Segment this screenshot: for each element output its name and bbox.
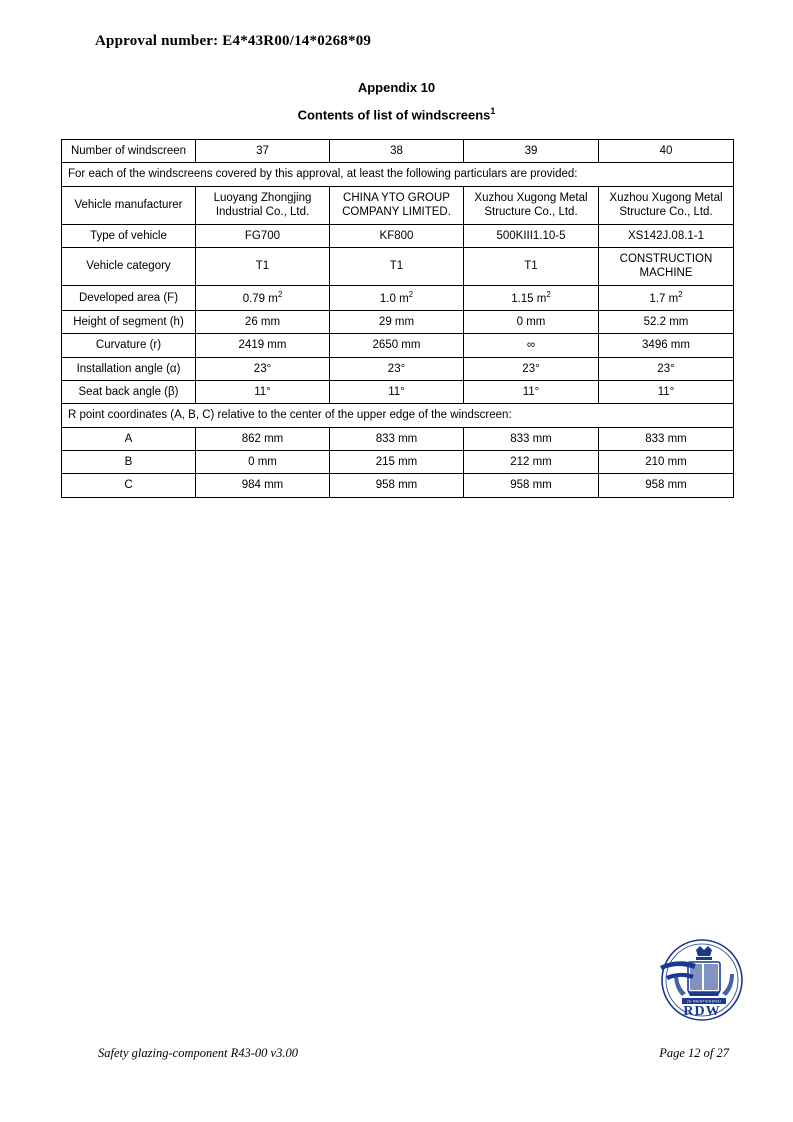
cell-windscreen-number-2: 38 — [330, 140, 464, 163]
cell-rpoint-a-2: 833 mm — [330, 427, 464, 450]
windscreen-table — [61, 139, 734, 498]
cell-height-of-segment-1: 26 mm — [196, 310, 330, 333]
appendix-title: Appendix 10 — [357, 80, 436, 95]
cell-windscreen-number-3: 39 — [464, 140, 599, 163]
cell-curvature-2: 2650 mm — [330, 334, 464, 357]
cell-rpoint-a-1: 862 mm — [196, 427, 330, 450]
row-label-rpoint-a: A — [62, 427, 196, 450]
row-label-developed-area: Developed area (F) — [62, 285, 196, 310]
contents-title-text: Contents of list of windscreens — [297, 107, 491, 123]
contents-title — [0, 106, 793, 122]
cell-developed-area-1 — [196, 285, 330, 310]
table-row-windscreen-numbers — [62, 140, 734, 163]
cell-type-of-vehicle-3: 500KIII1.10-5 — [464, 224, 599, 247]
row-label-rpoint-c: C — [62, 474, 196, 497]
table-row-vehicle-category — [62, 247, 734, 285]
cell-note-particulars: For each of the windscreens covered by this approval, at least the following particulars are provided: — [62, 163, 734, 186]
row-label-type-of-vehicle: Type of vehicle — [62, 224, 196, 247]
row-label-vehicle-category: Vehicle category — [62, 247, 196, 285]
table-row-seat-back-angle — [62, 380, 734, 403]
cell-vehicle-category-4: CONSTRUCTION MACHINE — [599, 247, 734, 285]
cell-windscreen-number-1: 37 — [196, 140, 330, 163]
table-row-rpoint-c — [62, 474, 734, 497]
cell-installation-angle-4: 23° — [599, 357, 734, 380]
row-label-rpoint-b: B — [62, 451, 196, 474]
developed-area-unit-sup-1: 2 — [277, 289, 283, 299]
contents-footnote-marker: 1 — [490, 106, 496, 116]
cell-curvature-3: ∞ — [464, 334, 599, 357]
cell-rpoint-b-4: 210 mm — [599, 451, 734, 474]
developed-area-value-3: 1.15 m — [511, 292, 547, 305]
cell-vehicle-manufacturer-4: Xuzhou Xugong Metal Structure Co., Ltd. — [599, 186, 734, 224]
table-row-note-rpoint — [62, 404, 734, 427]
cell-installation-angle-1: 23° — [196, 357, 330, 380]
cell-installation-angle-3: 23° — [464, 357, 599, 380]
table-row-developed-area — [62, 285, 734, 310]
logo-motto-text: JE MAINTIENDRAI — [686, 999, 722, 1004]
row-label-seat-back-angle: Seat back angle (β) — [62, 380, 196, 403]
row-label-number-of-windscreen: Number of windscreen — [62, 140, 196, 163]
cell-seat-back-angle-4: 11° — [599, 380, 734, 403]
cell-curvature-4: 3496 mm — [599, 334, 734, 357]
table-row-curvature — [62, 334, 734, 357]
cell-rpoint-b-3: 212 mm — [464, 451, 599, 474]
row-label-curvature: Curvature (r) — [62, 334, 196, 357]
logo-wordmark: RDW — [683, 1004, 721, 1019]
developed-area-value-2: 1.0 m — [379, 292, 409, 305]
table-row-rpoint-a — [62, 427, 734, 450]
cell-developed-area-4 — [599, 285, 734, 310]
cell-rpoint-b-1: 0 mm — [196, 451, 330, 474]
table-row-installation-angle — [62, 357, 734, 380]
table-row-rpoint-b — [62, 451, 734, 474]
table-row-note-particulars — [62, 163, 734, 186]
cell-rpoint-a-3: 833 mm — [464, 427, 599, 450]
cell-vehicle-manufacturer-2: CHINA YTO GROUP COMPANY LIMITED. — [330, 186, 464, 224]
cell-height-of-segment-3: 0 mm — [464, 310, 599, 333]
cell-rpoint-c-4: 958 mm — [599, 474, 734, 497]
table-row-vehicle-manufacturer — [62, 186, 734, 224]
table-row-height-of-segment — [62, 310, 734, 333]
developed-area-unit-sup-2: 2 — [408, 289, 414, 299]
developed-area-unit-sup-4: 2 — [678, 289, 683, 299]
cell-curvature-1: 2419 mm — [196, 334, 330, 357]
cell-rpoint-c-1: 984 mm — [196, 474, 330, 497]
cell-developed-area-3 — [464, 285, 599, 310]
cell-rpoint-c-3: 958 mm — [464, 474, 599, 497]
cell-type-of-vehicle-2: KF800 — [330, 224, 464, 247]
cell-vehicle-manufacturer-3: Xuzhou Xugong Metal Structure Co., Ltd. — [464, 186, 599, 224]
cell-rpoint-a-4: 833 mm — [599, 427, 734, 450]
cell-vehicle-manufacturer-1: Luoyang Zhongjing Industrial Co., Ltd. — [196, 186, 330, 224]
cell-seat-back-angle-1: 11° — [196, 380, 330, 403]
table-row-type-of-vehicle — [62, 224, 734, 247]
cell-type-of-vehicle-1: FG700 — [196, 224, 330, 247]
cell-installation-angle-2: 23° — [330, 357, 464, 380]
cell-seat-back-angle-3: 11° — [464, 380, 599, 403]
cell-developed-area-2 — [330, 285, 464, 310]
cell-seat-back-angle-2: 11° — [330, 380, 464, 403]
cell-vehicle-category-1: T1 — [196, 247, 330, 285]
cell-rpoint-b-2: 215 mm — [330, 451, 464, 474]
row-label-vehicle-manufacturer: Vehicle manufacturer — [62, 186, 196, 224]
cell-height-of-segment-4: 52.2 mm — [599, 310, 734, 333]
cell-note-rpoint: R point coordinates (A, B, C) relative to the center of the upper edge of the windscreen: — [62, 404, 734, 427]
cell-windscreen-number-4: 40 — [599, 140, 734, 163]
cell-type-of-vehicle-4: XS142J.08.1-1 — [599, 224, 734, 247]
cell-vehicle-category-3: T1 — [464, 247, 599, 285]
developed-area-value-4: 1.7 m — [649, 292, 679, 305]
cell-vehicle-category-2: T1 — [330, 247, 464, 285]
cell-rpoint-c-2: 958 mm — [330, 474, 464, 497]
row-label-height-of-segment: Height of segment (h) — [62, 310, 196, 333]
footer-left-text: Safety glazing-component R43-00 v3.00 — [98, 1046, 298, 1060]
developed-area-unit-sup-3: 2 — [546, 289, 551, 299]
developed-area-value-1: 0.79 m — [242, 292, 278, 305]
footer-page-number: Page 12 of 27 — [659, 1046, 729, 1060]
approval-number-line: Approval number: E4*43R00/14*0268*09 — [95, 33, 372, 49]
row-label-installation-angle: Installation angle (α) — [62, 357, 196, 380]
cell-height-of-segment-2: 29 mm — [330, 310, 464, 333]
